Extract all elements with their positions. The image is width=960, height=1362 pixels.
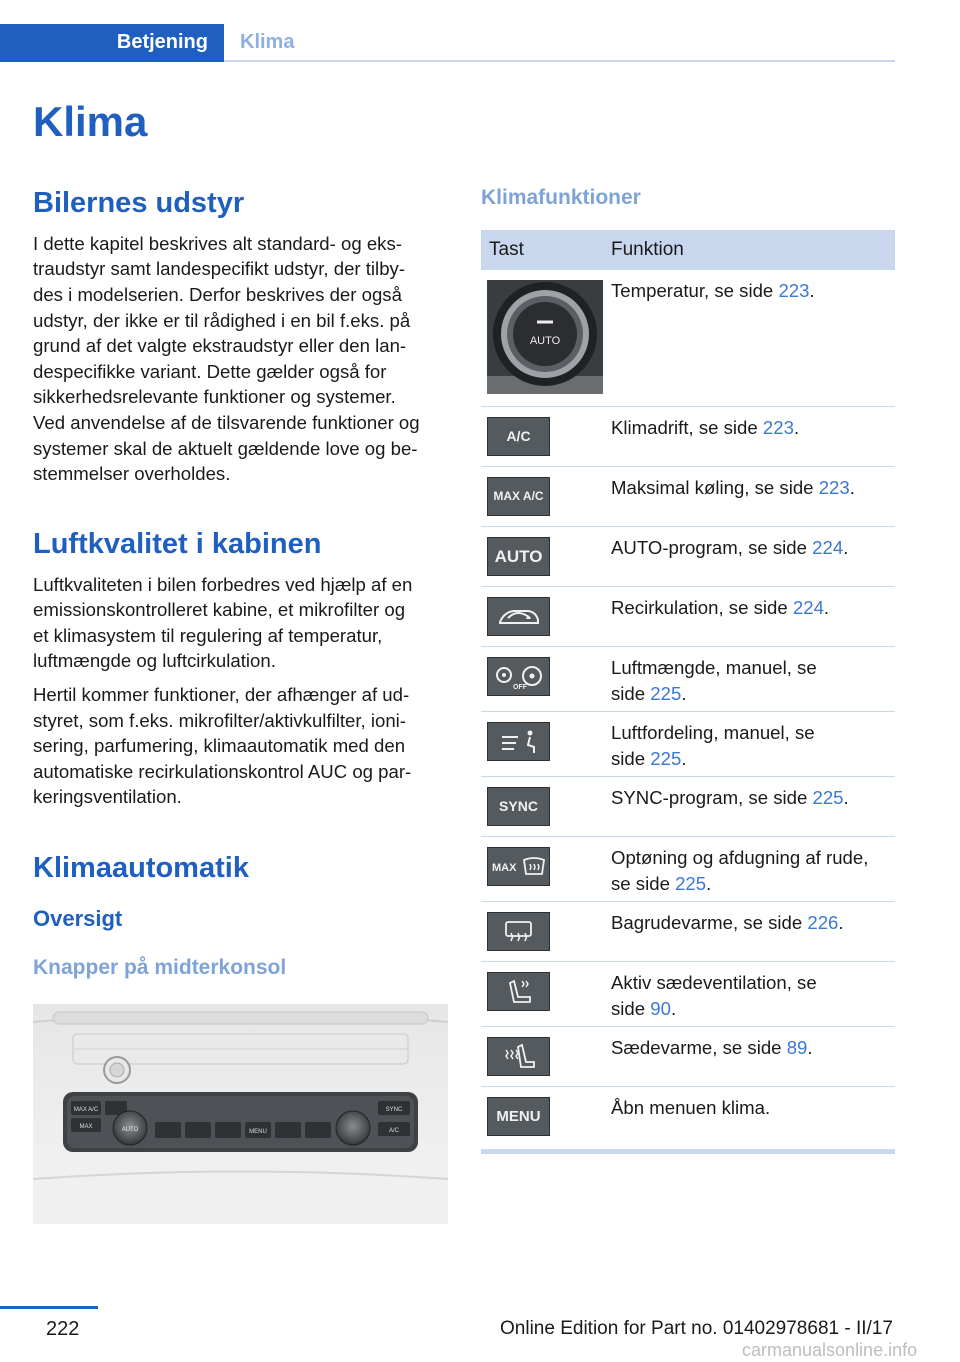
function-text	[611, 655, 895, 706]
console-label-auto: AUTO	[121, 1127, 139, 1133]
page-ref-link[interactable]: 89	[786, 1037, 808, 1058]
function-text	[611, 415, 895, 441]
function-text	[611, 595, 895, 621]
air-distribution-icon	[487, 722, 550, 761]
page-ref-link[interactable]: 223	[778, 280, 810, 301]
function-text	[611, 1095, 895, 1121]
function-text	[611, 970, 895, 1021]
table-header	[481, 230, 895, 270]
paragraph-hertil	[33, 682, 448, 810]
text-line: des i modelserien. Derfor beskrives der også	[33, 283, 402, 305]
temperature-knob-label: AUTO	[529, 335, 561, 347]
seat-ventilation-icon	[487, 972, 550, 1011]
function-text	[611, 1035, 895, 1061]
footer-rule	[0, 1306, 98, 1309]
function-label: Klimadrift, se side	[611, 417, 763, 438]
fan-speed-icon	[487, 657, 550, 696]
page-ref-link[interactable]: 223	[762, 417, 794, 438]
function-label-line2: side	[611, 747, 651, 769]
text-line: luftmængde og luftcirkulation.	[33, 650, 276, 672]
function-label: Luftmængde, manuel, se	[611, 657, 817, 678]
fan-off-label: OFF	[513, 684, 527, 691]
console-label-max: MAX	[79, 1124, 93, 1130]
function-tail: .	[809, 280, 815, 301]
table-row	[481, 467, 895, 527]
page-ref-link[interactable]: 224	[792, 597, 824, 618]
function-tail: .	[849, 477, 855, 498]
defrost-max-label: MAX	[492, 862, 517, 874]
function-tail: .	[838, 912, 844, 933]
seat-heating-icon	[487, 1037, 550, 1076]
function-text	[611, 785, 895, 811]
table-row	[481, 777, 895, 837]
function-text	[611, 845, 895, 896]
function-label: Åbn menuen klima.	[611, 1097, 771, 1118]
header-tabs	[0, 24, 895, 62]
page-ref-link[interactable]: 225	[650, 747, 682, 769]
text-line: automatiske recirkulationskontrol AUC og par-	[33, 760, 412, 782]
heading-klimafunktioner: Klimafunktioner	[481, 186, 641, 209]
function-label: Aktiv sædeventilation, se	[611, 972, 817, 993]
center-console-illustration	[33, 1004, 448, 1224]
text-line: et klimasystem til regulering af temperatur,	[33, 624, 383, 646]
function-label-line2: side	[611, 682, 651, 704]
watermark: carmanualsonline.info	[742, 1340, 918, 1360]
function-label: SYNC-program, se side	[611, 787, 813, 808]
table-row	[481, 712, 895, 777]
function-label-line2: se side	[611, 872, 676, 894]
text-line: Hertil kommer funktioner, der afhænger af ud-	[33, 683, 410, 705]
heading-oversigt: Oversigt	[33, 905, 123, 931]
function-text	[611, 475, 895, 501]
tab-betjening[interactable]: Betjening	[0, 24, 224, 62]
function-tail: .	[793, 417, 800, 438]
text-line: despecifikke variant. Dette gælder også for	[33, 360, 387, 382]
paragraph-udstyr	[33, 231, 448, 487]
menu-button-icon: MENU	[487, 1097, 550, 1136]
function-label: Bagrudevarme, se side	[611, 912, 808, 933]
heading-bilernes-udstyr: Bilernes udstyr	[33, 187, 245, 219]
page-ref-link[interactable]: 90	[650, 997, 671, 1019]
console-label-sync: SYNC	[385, 1107, 403, 1113]
page-ref-link[interactable]: 225	[675, 872, 707, 894]
tab-klima[interactable]: Klima	[240, 31, 295, 53]
console-label-menu: MENU	[249, 1129, 267, 1135]
heading-klimaautomatik: Klimaautomatik	[33, 851, 249, 884]
defrost-icon	[487, 847, 550, 886]
table-row	[481, 1087, 895, 1149]
right-column	[481, 186, 895, 210]
table-row	[481, 837, 895, 902]
page-ref-link[interactable]: 224	[812, 537, 844, 558]
function-tail: .	[843, 787, 849, 808]
left-column	[33, 186, 448, 980]
sync-button-icon: SYNC	[487, 787, 550, 826]
function-tail: .	[823, 597, 830, 618]
table-row	[481, 587, 895, 647]
auto-button-icon: AUTO	[487, 537, 550, 576]
function-text	[611, 535, 895, 561]
temperature-knob-icon	[487, 280, 603, 394]
text-line: I dette kapitel beskrives alt standard- og eks-	[33, 232, 402, 254]
function-text	[611, 910, 895, 936]
page-ref-link[interactable]: 223	[818, 477, 850, 498]
function-label: Temperatur, se side	[611, 280, 779, 301]
column-header-tast: Tast	[489, 239, 524, 260]
text-line: Ved anvendelse af de tilsvarende funktioner og	[33, 411, 420, 433]
function-tail: .	[681, 747, 687, 769]
table-row	[481, 962, 895, 1027]
function-label: Recirkulation, se side	[611, 597, 793, 618]
page-ref-link[interactable]: 225	[812, 787, 844, 808]
function-label: Luftfordeling, manuel, se	[611, 722, 815, 743]
table-row	[481, 647, 895, 712]
function-label-line2: side	[611, 997, 651, 1019]
table-row	[481, 407, 895, 467]
page-ref-link[interactable]: 226	[807, 912, 839, 933]
function-text	[611, 278, 895, 304]
table-row	[481, 1027, 895, 1087]
function-label: Sædevarme, se side	[611, 1037, 787, 1058]
function-tail: .	[706, 872, 712, 894]
table-row	[481, 270, 895, 407]
column-header-funktion: Funktion	[611, 239, 684, 260]
ac-button-icon: A/C	[487, 417, 550, 456]
function-tail: .	[843, 537, 849, 558]
console-drawing	[33, 1004, 448, 1224]
page-number: 222	[46, 1318, 80, 1340]
function-label: AUTO-program, se side	[611, 537, 813, 558]
text-line: stemmelser overholdes.	[33, 463, 231, 485]
function-label: Maksimal køling, se side	[611, 477, 819, 498]
text-line: udstyr, der ikke er til rådighed i en bil f.eks. på	[33, 309, 411, 331]
page-ref-link[interactable]: 225	[650, 682, 682, 704]
heading-knapper: Knapper på midterkonsol	[33, 955, 287, 979]
text-line: emissionskontrolleret kabine, et mikrofilter og	[33, 599, 406, 621]
function-tail: .	[681, 682, 687, 704]
function-text	[611, 720, 895, 771]
function-tail: .	[670, 997, 677, 1019]
heading-luftkvalitet: Luftkvalitet i kabinen	[33, 527, 322, 560]
page-title: Klima	[33, 98, 148, 145]
console-label-ac: A/C	[388, 1128, 400, 1134]
text-line: sikkerhedsrelevante funktioner og systemer.	[33, 386, 396, 408]
text-line: Luftkvaliteten i bilen forbedres ved hjælp af en	[33, 573, 413, 595]
text-line: keringsventilation.	[33, 786, 182, 808]
text-line: systemer skal de aktuelt gældende love og be-	[33, 437, 418, 459]
table-row	[481, 902, 895, 962]
edition-text: Online Edition for Part no. 01402978681 - II/17	[500, 1318, 893, 1339]
max-ac-button-icon: MAX A/C	[487, 477, 550, 516]
table-end-rule	[481, 1149, 895, 1154]
recirculation-icon	[487, 597, 550, 636]
text-line: traudstyr samt landespecifikt udstyr, der tilby-	[33, 258, 406, 280]
text-line: styret, som f.eks. mikrofilter/aktivkulfilter, ioni-	[33, 709, 406, 731]
text-line: sering, parfumering, klimaautomatik med den	[33, 735, 406, 757]
text-line: grund af det valgte ekstraudstyr eller den lan-	[33, 335, 407, 357]
paragraph-luftkvalitet	[33, 572, 448, 674]
table-row	[481, 527, 895, 587]
console-label-maxac: MAX A/C	[73, 1107, 99, 1113]
function-label: Optøning og afdugning af rude,	[611, 847, 869, 868]
rear-window-heating-icon	[487, 912, 550, 951]
function-tail: .	[807, 1037, 813, 1058]
